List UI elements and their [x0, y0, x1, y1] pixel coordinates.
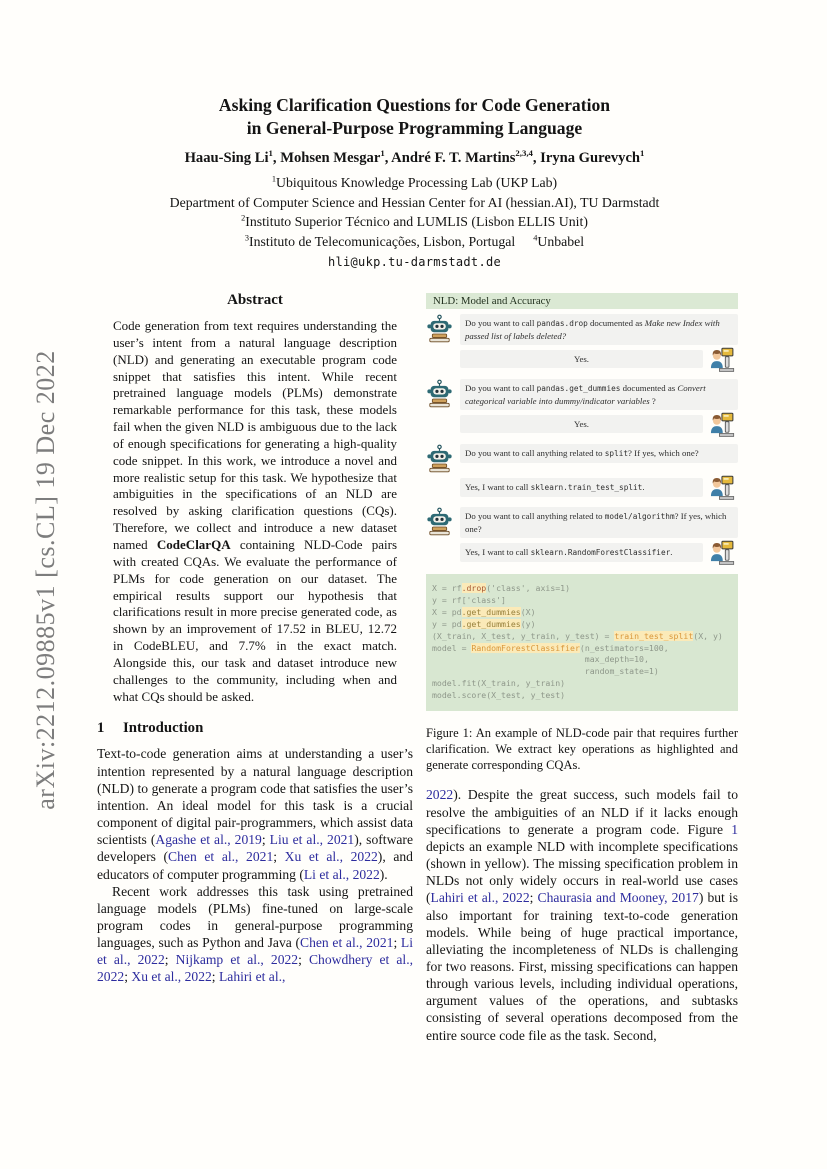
text-segment: , Mohsen Mesgar — [272, 150, 381, 166]
text-segment: Ubiquitous Knowledge Processing Lab (UKP Lab) — [276, 175, 558, 190]
inline-code: split — [604, 449, 629, 458]
superscript: 1 — [640, 148, 645, 159]
chat-bubble-user — [460, 415, 703, 433]
paper-title-line2: in General-Purpose Programming Language — [246, 118, 583, 138]
paper-title-line1: Asking Clarification Questions for Code Generation — [218, 95, 611, 115]
dataset-name-bold: CodeClarQA — [156, 536, 231, 552]
text-segment: , Iryna Gurevych — [532, 150, 641, 166]
figure-caption: Figure 1: An example of NLD-code pair that requires further clarification. We extract key operations as highlighted and generate corresponding CQAs. — [426, 726, 738, 772]
section-number: 1 — [97, 720, 105, 737]
text-segment: Do you want to call anything related to — [465, 448, 605, 458]
text-segment: ('class', axis=1) — [486, 583, 571, 593]
citation-link[interactable]: Lahiri et al., — [218, 969, 286, 985]
text-segment: depicts an example NLD with incomplete specifications (shown in yellow). The missing specification problem in NLDs not only widely occurs in real-world use cases ( — [426, 838, 738, 906]
text-segment: ; — [529, 890, 538, 906]
chat-message-assistant — [426, 444, 738, 473]
text-segment: model.score(X_test, y_test) — [432, 690, 566, 701]
citation-link[interactable]: 2022 — [426, 787, 454, 803]
robot-icon — [426, 444, 460, 473]
text-segment: ? If yes, which one? — [628, 448, 699, 458]
text-segment: Do you want to call anything related to — [465, 511, 605, 521]
text-segment: (X, y) — [693, 630, 723, 641]
text-segment: Yes, I want to call — [465, 547, 531, 557]
abstract-heading: Abstract — [227, 292, 283, 308]
inline-code: sklearn.train_test_split — [530, 483, 643, 492]
chat-message-assistant — [426, 314, 738, 345]
chat-bubble-user — [460, 350, 703, 368]
text-segment: (n_estimators=100, — [579, 642, 669, 653]
paper-title — [80, 94, 749, 140]
doc-title-italic: Make new Index with passed list of labels deleted? — [465, 318, 720, 341]
text-segment: ; — [273, 849, 285, 865]
figure-1 — [426, 293, 738, 773]
code-line — [432, 690, 732, 702]
intro-paragraph-1 — [97, 745, 413, 882]
code-line — [432, 666, 732, 678]
affiliation-ist-lumlis — [80, 212, 749, 232]
text-segment: Yes. — [574, 419, 589, 429]
inline-code: sklearn.RandomForestClassifier — [530, 548, 671, 557]
affiliation-tu-darmstadt — [80, 193, 749, 213]
text-segment: ? If yes, which one? — [465, 511, 727, 534]
text-segment: ; — [298, 952, 309, 968]
text-segment: max_depth=10, — [432, 654, 649, 665]
code-line — [432, 595, 732, 607]
code-highlight: .drop — [461, 583, 487, 593]
superscript: 1 — [268, 148, 273, 159]
text-segment: model.fit(X_train, y_train) — [432, 678, 566, 689]
right-column — [426, 293, 738, 1044]
user-at-computer-icon — [708, 347, 738, 374]
text-segment: ), software developers ( — [97, 832, 413, 865]
figure-nld-header: NLD: Model and Accuracy — [426, 293, 738, 309]
text-segment: ). Despite the great success, such models fail to resolve the ambiguities of an NLD if it lacks enough specifications to generate a program code. Figure — [426, 787, 738, 837]
user-at-computer-icon — [708, 412, 738, 439]
text-segment: X = pd — [432, 606, 462, 617]
chat-message-assistant — [426, 379, 738, 410]
text-segment: containing NLD-Code pairs with created CQAs. We evaluate the performance of PLMs for code generation on our dataset. The empirical results support our hypothesis that clarifications result in more precise generated code, as shown by an improvement of 17.52 in BLEU, 12.72 in CodeBLEU, and 7.7% in the exact match. Alongside this, our task and dataset introduce new challenges to the community, including when and what CQs should be asked. — [113, 536, 397, 704]
code-highlight: .get_dummies — [461, 606, 521, 617]
affiliation-it-unbabel — [80, 232, 749, 252]
citation-link[interactable]: Chaurasia and Mooney, 2017 — [537, 890, 699, 906]
chat-message-user — [426, 478, 738, 502]
chat-bubble-assistant — [460, 507, 738, 538]
text-segment: (y) — [520, 618, 536, 629]
chat-message-user — [426, 350, 738, 374]
code-line — [432, 654, 732, 666]
code-line — [432, 631, 732, 643]
text-segment: Do you want to call — [465, 383, 537, 393]
text-segment: documented as — [620, 383, 678, 393]
citation-link[interactable]: Chen et al., 2021 — [300, 935, 394, 951]
section-heading-introduction — [97, 720, 413, 737]
chat-message-user — [426, 415, 738, 439]
citation-link[interactable]: Li et al., 2022 — [303, 866, 380, 882]
title-block — [80, 94, 749, 269]
code-line — [432, 607, 732, 619]
superscript: 1 — [380, 148, 385, 159]
text-segment: Instituto de Telecomunicações, Lisbon, Portugal — [249, 233, 516, 249]
code-highlight: .get_dummies — [461, 618, 521, 629]
robot-icon — [426, 379, 460, 408]
superscript: 2,3,4 — [515, 148, 533, 159]
chat-message-user — [426, 543, 738, 567]
text-segment: Yes, I want to call — [465, 482, 531, 492]
text-segment: Instituto Superior Técnico and LUMLIS (Lisbon ELLIS Unit) — [245, 214, 588, 229]
text-segment: documented as — [587, 318, 645, 328]
citation-link[interactable]: Xu et al., 2022 — [284, 849, 378, 865]
text-segment: X = rf — [432, 583, 462, 593]
affiliation-ukp — [80, 173, 749, 193]
superscript: 4 — [533, 232, 538, 242]
text-segment: Haau-Sing Li — [184, 150, 269, 166]
code-line — [432, 583, 732, 595]
text-segment: ; — [164, 952, 176, 968]
citation-link[interactable]: Liu et al., 2021 — [269, 832, 355, 848]
code-highlight: RandomForestClassifier — [471, 642, 580, 653]
text-segment: Text-to-code generation aims at understanding a user’s intention represented by a natural language description (NLD) to generate a program code that satisfies the user’s intention. An ideal model for this task is a crucial component of digital pair-programmers, which assist data scientists ( — [97, 746, 413, 848]
text-segment: . — [642, 482, 645, 492]
superscript: 2 — [241, 213, 246, 223]
citation-link[interactable]: Lahiri et al., 2022 — [430, 890, 530, 906]
chat-bubble-user — [460, 478, 703, 497]
text-segment: ; — [393, 935, 401, 951]
text-segment: model = — [432, 642, 472, 653]
chat-message-assistant — [426, 507, 738, 538]
chat-bubble-user — [460, 543, 703, 562]
chat-bubble-assistant — [460, 314, 738, 345]
superscript: 1 — [271, 174, 276, 184]
text-segment: Do you want to call — [465, 318, 537, 328]
text-segment: ), and educators of computer programming ( — [97, 849, 413, 882]
code-highlight: train_test_split — [614, 630, 694, 641]
text-segment: random_state=1) — [432, 666, 659, 677]
left-column — [97, 292, 413, 986]
doc-title-italic: Convert categorical variable into dummy/indicator variables — [465, 383, 706, 406]
intro-paragraph-2 — [97, 883, 413, 986]
arxiv-sidebar-label: arXiv:2212.09885v1 [cs.CL] 19 Dec 2022 — [31, 350, 60, 810]
text-segment: Unbabel — [537, 233, 585, 249]
text-segment: Code generation from text requires understanding the user’s intent from a natural language description (NLD) and generating an executable program code snippet that satisfies this intent. While recent pretrained language models (PLMs) demonstrate remarkable performance for this task, these models fail when the given NLD is ambiguous due to the lack of enough specifications for generating a high-quality code snippet. In this work, we introduce a novel and more realistic setup for this task. We hypothesize that ambiguities in the specifications of an NLD are resolved by asking clarification questions (CQs). Therefore, we collect and introduce a new dataset named — [113, 318, 397, 552]
authors-line — [80, 150, 749, 167]
robot-icon — [426, 314, 460, 343]
text-segment: y = pd — [432, 618, 462, 629]
user-at-computer-icon — [708, 540, 738, 567]
code-line — [432, 619, 732, 631]
text-segment: ? — [649, 396, 656, 406]
text-segment: . — [670, 547, 673, 557]
text-segment: ; — [211, 969, 219, 985]
text-segment: Yes. — [574, 354, 589, 364]
code-line — [432, 643, 732, 655]
inline-code: pandas.get_dummies — [536, 384, 621, 393]
text-segment: ; — [261, 832, 270, 848]
text-segment: , André F. T. Martins — [384, 150, 516, 166]
body-paragraph-right — [426, 786, 738, 1043]
chat-bubble-assistant — [460, 379, 738, 410]
text-segment: (X) — [520, 606, 536, 617]
text-segment: ; — [124, 969, 132, 985]
text-segment: y = rf['class'] — [432, 594, 506, 605]
citation-link[interactable]: 1 — [731, 821, 738, 837]
text-segment: Recent work addresses this task using pretrained language models (PLMs) fine-tuned on large-scale program codes in general-purpose programming languages, such as Python and Java ( — [97, 883, 413, 951]
citation-link[interactable]: Chowdhery et al., 2022 — [97, 952, 413, 985]
text-segment: ). — [379, 866, 388, 882]
chat-bubble-assistant — [460, 444, 738, 463]
citation-link[interactable]: Agashe et al., 2019 — [155, 832, 262, 848]
text-segment: ) but is also important for training text-to-code generation models. While being of huge practical importance, alleviating the incompleteness of NLDs is challenging for two reasons. First, missing specifications can happen through various levels, including individual operations, argument values of the operations, and subtasks consisting of several operations decomposed from the entire source code file as the task. Second, — [426, 890, 738, 1043]
code-line — [432, 678, 732, 690]
contact-email[interactable]: hli@ukp.tu-darmstadt.de — [327, 255, 502, 269]
inline-code: model/algorithm — [604, 512, 675, 521]
abstract-text — [113, 318, 397, 705]
code-snippet — [426, 574, 738, 711]
robot-icon — [426, 507, 460, 536]
section-title: Introduction — [123, 720, 204, 737]
user-at-computer-icon — [708, 475, 738, 502]
text-segment: (X_train, X_test, y_train, y_test) = — [432, 630, 615, 641]
citation-link[interactable]: Chen et al., 2021 — [168, 849, 274, 865]
citation-link[interactable]: Nijkamp et al., 2022 — [175, 952, 299, 968]
superscript: 3 — [244, 232, 249, 242]
citation-link[interactable]: Xu et al., 2022 — [131, 969, 212, 985]
inline-code: pandas.drop — [536, 319, 588, 328]
citation-link[interactable]: Li et al., 2022 — [97, 935, 414, 968]
text-segment: Department of Computer Science and Hessian Center for AI (hessian.AI), TU Darmstadt — [169, 194, 660, 210]
